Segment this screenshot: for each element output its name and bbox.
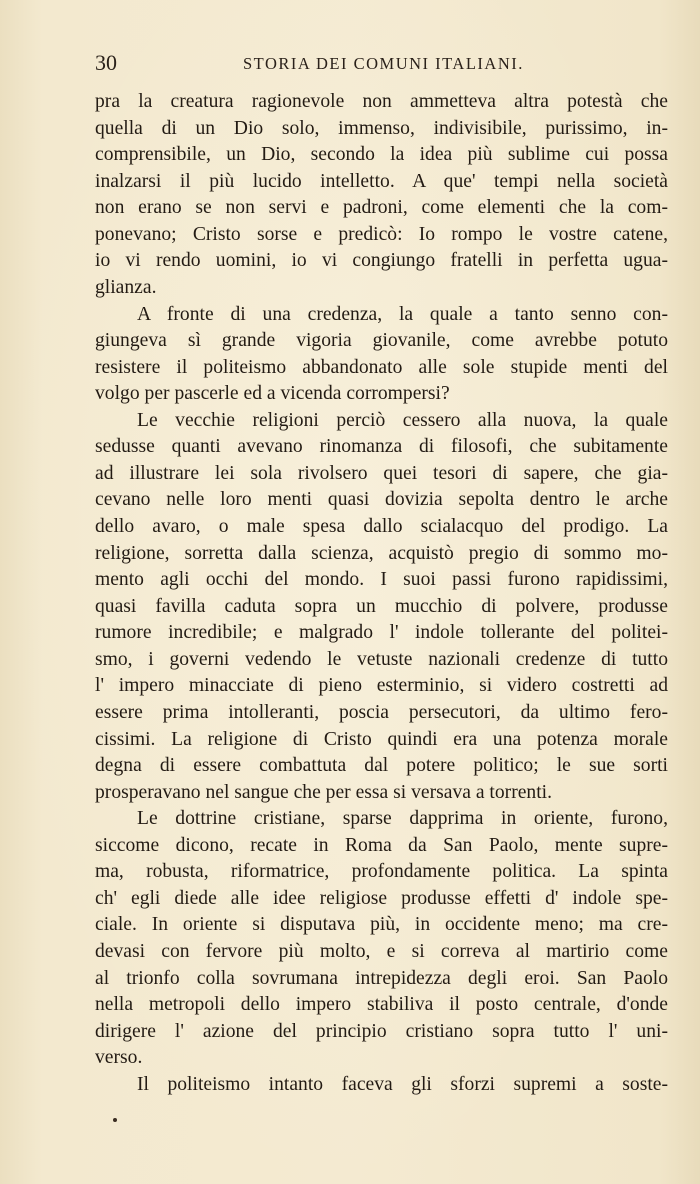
text-line: siccome dicono, recate in Roma da San Paolo, mente supre- <box>95 834 668 856</box>
text-line: ponevano; Cristo sorse e predicò: Io rompo le vostre catene, <box>95 223 668 245</box>
text-line: dello avaro, o male spesa dallo scialacquo del prodigo. La <box>95 516 668 537</box>
text-line: ch' egli diede alle idee religiose produsse effetti d' indole spe- <box>95 887 668 909</box>
text-line: quella di un Dio solo, immenso, indivisibile, purissimo, in- <box>95 117 668 139</box>
text-line: nella metropoli dello impero stabiliva il posto centrale, d'onde <box>95 994 668 1016</box>
text-line: devasi con fervore più molto, e si correva al martirio come <box>95 941 668 962</box>
text-line: inalzarsi il più lucido intelletto. A que' tempi nella società <box>95 170 668 192</box>
page-number: 30 <box>95 50 117 75</box>
text-line: verso. <box>95 1047 143 1069</box>
text-line: ma, robusta, riformatrice, profondamente politica. La spinta <box>95 861 668 883</box>
ink-speck <box>113 1118 117 1122</box>
paragraph-start-line: Le dottrine cristiane, sparse dapprima in oriente, furono, <box>137 808 668 830</box>
text-line: comprensibile, un Dio, secondo la idea più sublime cui possa <box>95 144 668 166</box>
text-line: cevano nelle loro menti quasi dovizia sepolta dentro le arche <box>95 489 668 511</box>
text-line: religione, sorretta dalla scienza, acquistò pregio di sommo mo- <box>95 542 668 564</box>
text-line: pra la creatura ragionevole non ammetteva altra potestà che <box>95 91 668 112</box>
text-line: smo, i governi vedendo le vetuste nazionali credenze di tutto <box>95 648 668 670</box>
paragraph-start-line: A fronte di una credenza, la quale a tanto senno con- <box>137 303 668 325</box>
paragraph-start-line: Le vecchie religioni perciò cessero alla nuova, la quale <box>137 409 668 431</box>
text-line: rumore incredibile; e malgrado l' indole tollerante del politei- <box>95 622 668 644</box>
text-line: l' impero minacciate di pieno esterminio, si videro costretti ad <box>95 675 668 697</box>
text-line: essere prima intolleranti, poscia persecutori, da ultimo fero- <box>95 701 668 723</box>
text-line: glianza. <box>95 276 157 298</box>
text-line: sedusse quanti avevano rinomanza di filosofi, che subitamente <box>95 436 668 458</box>
text-line: ciale. In oriente si disputava più, in occidente meno; ma cre- <box>95 914 668 936</box>
text-line: resistere il politeismo abbandonato alle sole stupide menti del <box>95 356 668 378</box>
text-line: quasi favilla caduta sopra un mucchio di polvere, produsse <box>95 595 668 617</box>
text-line: volgo per pascerle ed a vicenda corrompersi? <box>95 383 450 405</box>
body-text <box>95 89 668 1098</box>
text-line: degna di essere combattuta dal potere politico; le sue sorti <box>95 755 668 777</box>
running-title: STORIA DEI COMUNI ITALIANI. <box>243 54 524 73</box>
text-line: io vi rendo uomini, io vi congiungo fratelli in perfetta ugua- <box>95 250 668 272</box>
text-line: prosperavano nel sangue che per essa si versava a torrenti. <box>95 781 552 803</box>
paragraph-start-line: Il politeismo intanto faceva gli sforzi supremi a soste- <box>137 1073 668 1095</box>
text-line: giungeva sì grande vigoria giovanile, come avrebbe potuto <box>95 330 668 352</box>
text-line: cissimi. La religione di Cristo quindi era una potenza morale <box>95 728 668 750</box>
page-header <box>95 50 668 78</box>
text-line: mento agli occhi del mondo. I suoi passi furono rapidissimi, <box>95 569 668 591</box>
text-line: dirigere l' azione del principio cristiano sopra tutto l' uni- <box>95 1020 668 1042</box>
text-line: non erano se non servi e padroni, come elementi che la com- <box>95 197 668 219</box>
text-line: ad illustrare lei sola rivolsero quei tesori di sapere, che gia- <box>95 462 668 484</box>
text-line: al trionfo colla sovrumana intrepidezza degli eroi. San Paolo <box>95 967 668 989</box>
